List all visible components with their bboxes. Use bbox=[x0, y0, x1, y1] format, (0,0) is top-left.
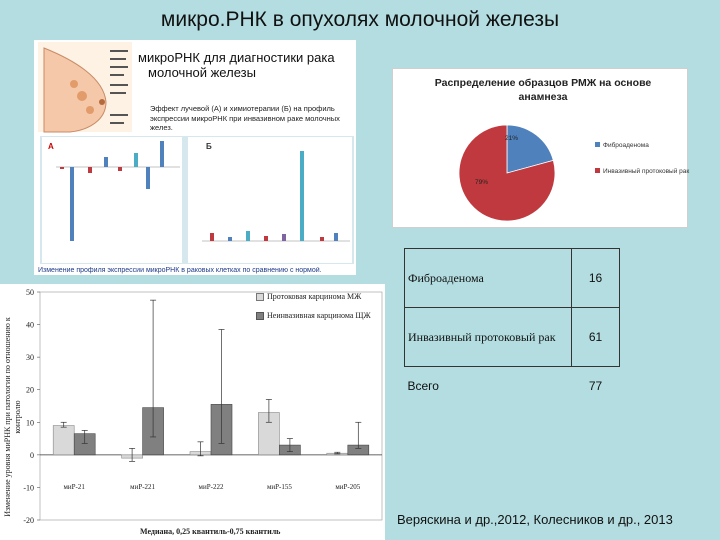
table-cell-value: 61 bbox=[572, 308, 620, 367]
chart-b-label: Б bbox=[206, 142, 212, 151]
table-cell-label: Инвазивный протоковый рак bbox=[405, 308, 572, 367]
small-bar bbox=[300, 151, 304, 241]
y-tick-label: -20 bbox=[23, 516, 34, 525]
small-bar bbox=[282, 234, 286, 241]
chart-a bbox=[42, 137, 182, 263]
small-bar bbox=[104, 157, 108, 167]
y-tick-label: -10 bbox=[23, 483, 34, 493]
lobule bbox=[70, 80, 78, 88]
pie-chart-panel bbox=[392, 68, 688, 228]
x-category-label: миР-155 bbox=[266, 482, 292, 491]
small-bar bbox=[228, 237, 232, 241]
table-total-row bbox=[405, 367, 620, 409]
y-tick-label: 10 bbox=[26, 418, 34, 428]
small-bar bbox=[60, 167, 64, 169]
chart-b bbox=[188, 137, 352, 263]
y-tick-label: 30 bbox=[26, 353, 34, 363]
sample-count-table bbox=[404, 248, 620, 444]
panel-heading-line2: молочной железы bbox=[148, 65, 256, 80]
bar-chart bbox=[0, 284, 385, 540]
y-tick-label: 0 bbox=[30, 450, 34, 460]
bar-legend-item: Протоковая карцинома МЖ bbox=[256, 292, 371, 301]
pie-label-fibro: 21% bbox=[505, 135, 519, 142]
table-row bbox=[405, 249, 620, 308]
mirna-diagnostics-panel bbox=[34, 40, 356, 275]
table-cell-label: Фиброаденома bbox=[405, 249, 572, 308]
small-bar bbox=[118, 167, 122, 171]
pie-label-invasive: 79% bbox=[475, 179, 489, 186]
x-category-label: миР-221 bbox=[130, 482, 156, 491]
counts-table bbox=[404, 248, 620, 408]
small-bar bbox=[88, 167, 92, 173]
pie-legend bbox=[595, 142, 689, 175]
bar-legend bbox=[256, 292, 371, 320]
small-bar bbox=[70, 167, 74, 241]
panel-heading bbox=[138, 50, 352, 80]
bar-legend-item: Неинвазивная карцинома ЩЖ bbox=[256, 311, 371, 320]
panel-heading-line1: микроРНК для диагностики рака bbox=[138, 50, 335, 65]
lobule bbox=[86, 106, 94, 114]
small-bar bbox=[246, 231, 250, 241]
y-tick-label: 20 bbox=[26, 385, 34, 395]
y-tick-label: 40 bbox=[26, 320, 34, 330]
bar-chart-ylabel: Изменение уровня миРНК при патологии по отношению к контролю bbox=[3, 317, 22, 517]
x-category-label: миР-205 bbox=[335, 482, 361, 491]
small-bar bbox=[134, 153, 138, 167]
bar-протоковая-0 bbox=[53, 426, 74, 455]
small-bar bbox=[264, 236, 268, 241]
citation: Веряскина и др.,2012, Колесников и др., 2013 bbox=[397, 512, 673, 527]
panel-caption: Изменение профиля экспрессии микроРНК в раковых клетках по сравнению с нормой. bbox=[38, 267, 322, 274]
small-bar bbox=[210, 233, 214, 241]
small-bar bbox=[334, 233, 338, 241]
bar-chart-xlabel: Медиана, 0,25 квантиль-0,75 квантиль bbox=[140, 527, 281, 536]
panel-description: Эффект лучевой (А) и химиотерапии (Б) на профиль экспрессии микроРНК при инвазивном раке молочных желез. bbox=[150, 104, 340, 132]
y-tick-label: 50 bbox=[26, 288, 34, 297]
small-bar bbox=[160, 141, 164, 167]
pie-legend-item: Инвазивный протоковый рак bbox=[595, 168, 689, 175]
table-cell-value: 16 bbox=[572, 249, 620, 308]
lobule bbox=[77, 91, 87, 101]
pie-legend-item: Фиброаденома bbox=[595, 142, 689, 149]
x-category-label: миР-21 bbox=[63, 482, 85, 491]
table-row bbox=[405, 308, 620, 367]
slide-title: микро.РНК в опухолях молочной железы bbox=[160, 8, 560, 31]
chart-a-label: А bbox=[48, 142, 54, 151]
small-charts-area bbox=[40, 136, 354, 264]
pie-chart-title: Распределение образцов РМЖ на основе анамнеза bbox=[434, 77, 652, 103]
table-total-label: Всего bbox=[407, 379, 439, 393]
small-bar bbox=[146, 167, 150, 189]
bar-chart-panel bbox=[0, 284, 385, 540]
nipple bbox=[99, 99, 105, 105]
table-total-value: 77 bbox=[588, 379, 603, 393]
small-bar bbox=[320, 237, 324, 241]
x-category-label: миР-222 bbox=[198, 482, 224, 491]
